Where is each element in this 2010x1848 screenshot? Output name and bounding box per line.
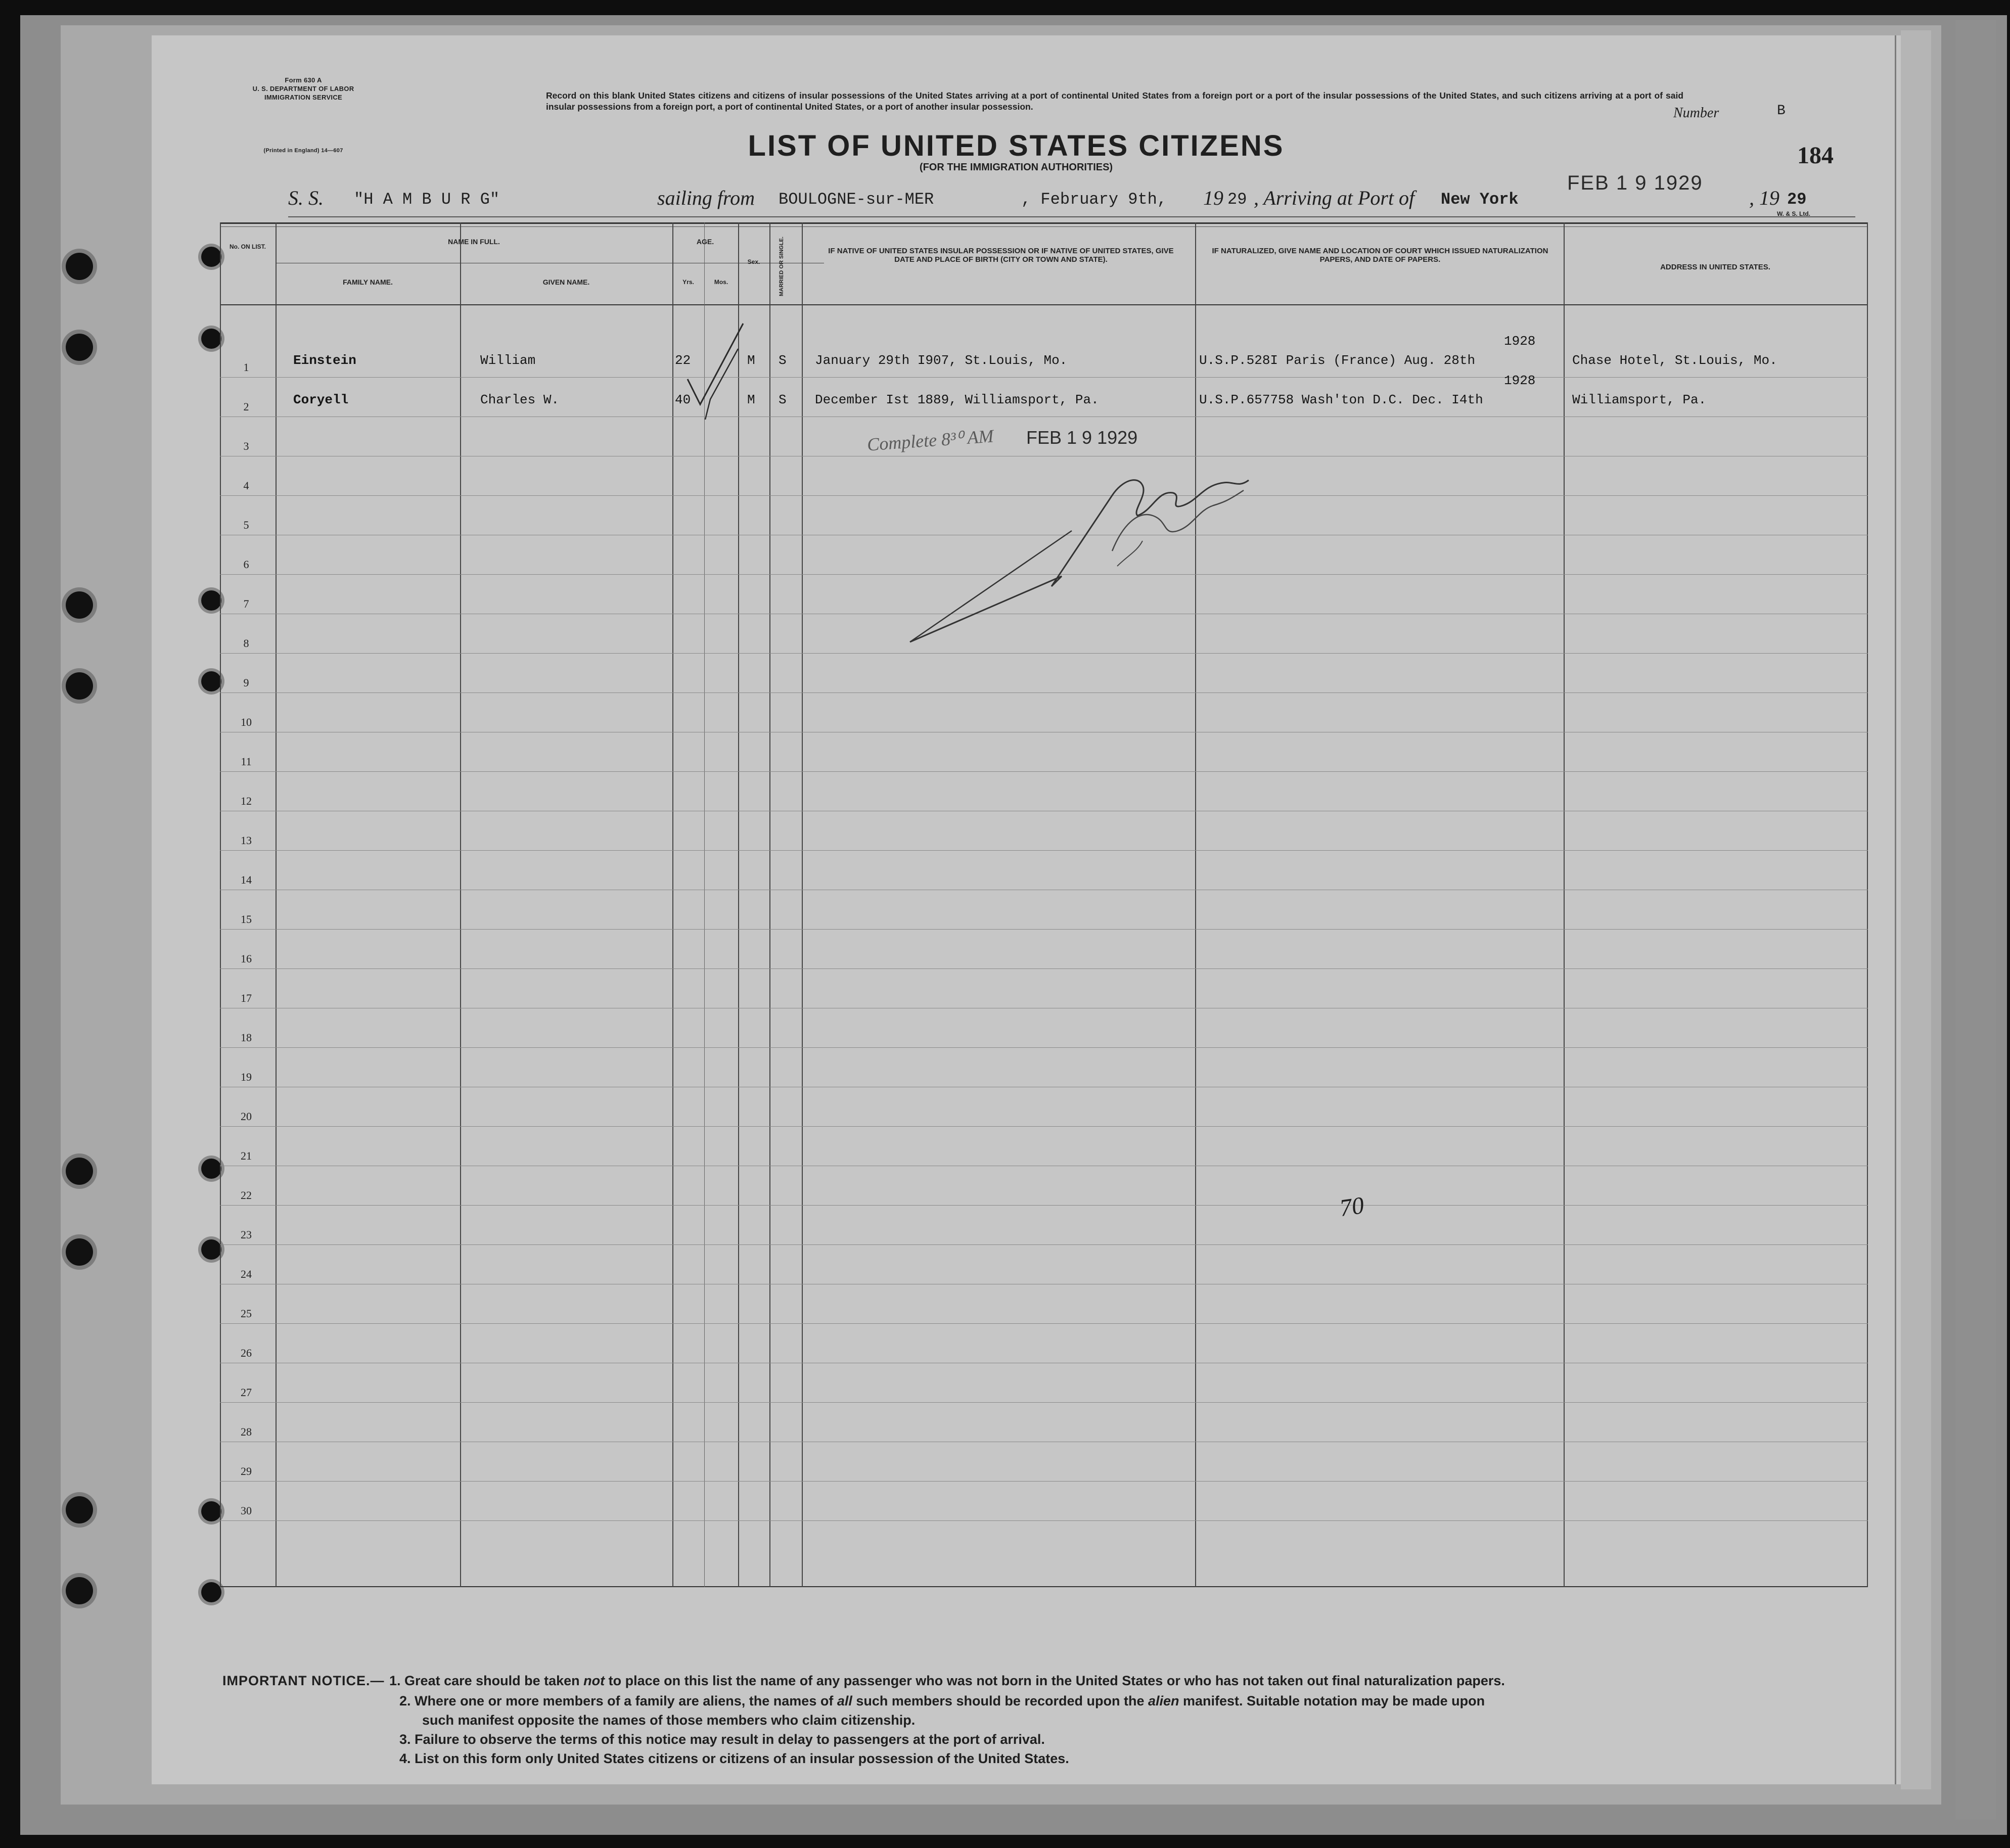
page-number: 184 xyxy=(1797,142,1834,169)
given-name: Charles W. xyxy=(480,392,560,407)
row-number: 2 xyxy=(243,400,249,413)
row-rule xyxy=(220,1205,1868,1206)
col-divider xyxy=(276,222,277,1587)
binder-hole xyxy=(66,672,93,700)
col-divider xyxy=(672,222,673,1587)
check-mark-icon xyxy=(682,318,748,420)
notice-item-1: 1. Great care should be taken not to place on this list the name of any passenger who was not born in the United States or who has not taken out final naturalization papers. xyxy=(389,1673,1505,1688)
col-divider xyxy=(802,222,803,1587)
age-years: 40 xyxy=(675,392,691,407)
header-age: AGE. xyxy=(696,238,714,246)
arrival-year: 29 xyxy=(1787,190,1807,209)
col-divider xyxy=(1564,222,1565,1587)
sex: M xyxy=(747,392,755,407)
arrival-date-stamp: FEB 1 9 1929 xyxy=(1567,172,1703,194)
year-prefix: 19 xyxy=(1203,187,1223,209)
row-number: 5 xyxy=(243,519,249,531)
binder-hole xyxy=(66,253,93,280)
col-divider xyxy=(769,222,770,1587)
row-number: 30 xyxy=(241,1504,252,1517)
header-naturalized: IF NATURALIZED, GIVE NAME AND LOCATION OF COURT WHICH ISSUED NATURALIZATION PAPERS, AND DATE OF PAPERS. xyxy=(1212,247,1548,264)
row-number: 10 xyxy=(241,716,252,728)
number-label: Number xyxy=(1673,105,1719,121)
row-number: 18 xyxy=(241,1031,252,1044)
row-rule xyxy=(220,1402,1868,1403)
row-rule xyxy=(220,1244,1868,1245)
birth-date-place: December Ist 1889, Williamsport, Pa. xyxy=(815,392,1099,407)
col-divider xyxy=(1195,222,1196,1587)
row-number: 8 xyxy=(243,637,249,650)
family-name: Coryell xyxy=(293,392,349,407)
arriving-label: , Arriving at Port of xyxy=(1254,187,1415,209)
row-rule xyxy=(220,1520,1868,1521)
row-number: 27 xyxy=(241,1386,252,1399)
port-of-departure: BOULOGNE-sur-MER xyxy=(779,190,934,209)
row-number: 25 xyxy=(241,1307,252,1320)
header-yrs: Yrs. xyxy=(682,279,694,286)
page-hole xyxy=(201,329,221,349)
page-subtitle: (FOR THE IMMIGRATION AUTHORITIES) xyxy=(919,162,1113,173)
page-hole xyxy=(201,590,221,611)
page-hole xyxy=(201,1501,221,1521)
notice-heading: IMPORTANT NOTICE.— xyxy=(222,1673,385,1688)
row-number: 29 xyxy=(241,1465,252,1477)
row-number: 16 xyxy=(241,952,252,965)
page-hole xyxy=(201,671,221,691)
inspector-signature xyxy=(900,450,1254,662)
row-rule xyxy=(220,377,1868,378)
row-number: 19 xyxy=(241,1071,252,1083)
year-sailed: 29 xyxy=(1227,190,1247,209)
col-divider xyxy=(738,222,739,1587)
row-number: 7 xyxy=(243,597,249,610)
page-hole xyxy=(201,1239,221,1260)
table-border-left xyxy=(220,222,221,1587)
completion-note: Complete 8³⁰ AM xyxy=(866,426,994,455)
row-number: 14 xyxy=(241,873,252,886)
row-number: 6 xyxy=(243,558,249,571)
row-number: 15 xyxy=(241,913,252,926)
binder-hole xyxy=(66,1577,93,1604)
sailing-from-label: sailing from xyxy=(657,187,755,209)
table-border-right xyxy=(1867,222,1868,1587)
us-address: Williamsport, Pa. xyxy=(1572,392,1707,407)
row-rule xyxy=(220,692,1868,693)
row-number: 24 xyxy=(241,1268,252,1280)
form-preamble: Record on this blank United States citizens and citizens of insular possessions of the United States arriving at a port of continental United States from a foreign port or a port of the insular possessions of the United States, and such citizens arriving at a port of said insular possessions from a foreign port, a port of continental United States, or a port of another insular possession. xyxy=(546,90,1683,112)
row-rule xyxy=(220,771,1868,772)
family-name: Einstein xyxy=(293,353,356,368)
table-border-top xyxy=(220,222,1868,224)
header-name-in-full: NAME IN FULL. xyxy=(448,238,500,246)
binder-hole xyxy=(66,1496,93,1523)
marital-status: S xyxy=(779,392,787,407)
notice-item-2: 2. Where one or more members of a family are aliens, the names of all such members should be recorded upon the alien manifest. Suitable notation may be made upon xyxy=(399,1693,1485,1708)
header-sex: Sex. xyxy=(747,258,760,265)
row-number: 13 xyxy=(241,834,252,847)
notice-item-3: 3. Failure to observe the terms of this notice may result in delay to passengers at the port of arrival. xyxy=(399,1732,1045,1747)
row-number: 4 xyxy=(243,479,249,492)
row-number: 22 xyxy=(241,1189,252,1202)
col-divider xyxy=(704,222,705,1587)
binder-edge xyxy=(1955,20,1996,1820)
port-of-arrival: New York xyxy=(1441,190,1519,209)
arrival-year-prefix: , 19 xyxy=(1749,187,1779,209)
binder-hole xyxy=(66,1158,93,1185)
manifest-page xyxy=(152,35,1901,1784)
row-rule xyxy=(220,1481,1868,1482)
header-mos: Mos. xyxy=(714,279,728,286)
binder-hole xyxy=(66,1238,93,1266)
given-name: William xyxy=(480,353,536,368)
printed-note: (Printed in England) 14—607 xyxy=(263,148,343,154)
row-rule xyxy=(220,1323,1868,1324)
binder-hole xyxy=(66,591,93,619)
row-number: 1 xyxy=(243,361,249,374)
naturalization-year: 1928 xyxy=(1504,373,1536,388)
page-hole xyxy=(201,1159,221,1179)
printer-mark: W. & S. Ltd. xyxy=(1777,210,1810,217)
header-birth: IF NATIVE OF UNITED STATES INSULAR POSSESSION OR IF NATIVE OF UNITED STATES, GIVE DATE AND PLACE OF BIRTH (CITY OR TOWN AND STATE). xyxy=(828,247,1174,264)
voyage-underline xyxy=(288,216,1855,217)
row-number: 9 xyxy=(243,676,249,689)
page-edge xyxy=(1895,35,1896,1784)
page-title: LIST OF UNITED STATES CITIZENS xyxy=(748,129,1285,162)
page-hole xyxy=(201,247,221,267)
header-married-single: MARRIED OR SINGLE. xyxy=(779,237,785,297)
form-number: Form 630 A xyxy=(285,76,322,84)
page-hole xyxy=(201,1582,221,1602)
us-address: Chase Hotel, St.Louis, Mo. xyxy=(1572,353,1777,368)
col-divider xyxy=(460,222,461,1587)
table-header-divider xyxy=(220,304,1868,305)
next-page-edge xyxy=(1901,30,1931,1789)
sex: M xyxy=(747,353,755,368)
age-years: 22 xyxy=(675,353,691,368)
row-rule xyxy=(220,929,1868,930)
table-border-top-inner xyxy=(220,226,1868,227)
header-given-name: GIVEN NAME. xyxy=(542,278,590,286)
birth-date-place: January 29th I907, St.Louis, Mo. xyxy=(815,353,1068,368)
row-number: 21 xyxy=(241,1149,252,1162)
binder-hole xyxy=(66,334,93,361)
number-value: B xyxy=(1777,103,1786,119)
page-tally-note: 70 xyxy=(1338,1191,1366,1222)
inspection-date-stamp: FEB 1 9 1929 xyxy=(1026,427,1138,448)
service-name: IMMIGRATION SERVICE xyxy=(264,94,342,101)
row-rule xyxy=(220,850,1868,851)
row-number: 12 xyxy=(241,795,252,807)
row-number: 26 xyxy=(241,1347,252,1359)
header-no-on-list: No. ON LIST. xyxy=(230,243,266,250)
ship-name: "H A M B U R G" xyxy=(354,190,500,209)
notice-item-2-cont: such manifest opposite the names of those members who claim citizenship. xyxy=(422,1713,916,1728)
marital-status: S xyxy=(779,353,787,368)
row-number: 3 xyxy=(243,440,249,452)
row-rule xyxy=(220,1047,1868,1048)
sailing-date: , February 9th, xyxy=(1021,190,1167,209)
naturalization-year: 1928 xyxy=(1504,334,1536,349)
row-number: 23 xyxy=(241,1228,252,1241)
row-number: 11 xyxy=(241,755,252,768)
notice-item-4: 4. List on this form only United States citizens or citizens of an insular possession of the United States. xyxy=(399,1751,1069,1766)
naturalization-details: U.S.P.528I Paris (France) Aug. 28th xyxy=(1199,353,1476,368)
row-number: 28 xyxy=(241,1425,252,1438)
ss-label: S. S. xyxy=(288,187,324,209)
naturalization-details: U.S.P.657758 Wash'ton D.C. Dec. I4th xyxy=(1199,392,1483,407)
form-identifier xyxy=(227,76,379,102)
header-family-name: FAMILY NAME. xyxy=(343,278,393,286)
row-number: 17 xyxy=(241,992,252,1004)
row-number: 20 xyxy=(241,1110,252,1123)
table-border-bottom xyxy=(220,1586,1868,1587)
row-rule xyxy=(220,968,1868,969)
header-address: ADDRESS IN UNITED STATES. xyxy=(1660,263,1770,271)
row-rule xyxy=(220,1126,1868,1127)
department-name: U. S. DEPARTMENT OF LABOR xyxy=(252,85,354,93)
